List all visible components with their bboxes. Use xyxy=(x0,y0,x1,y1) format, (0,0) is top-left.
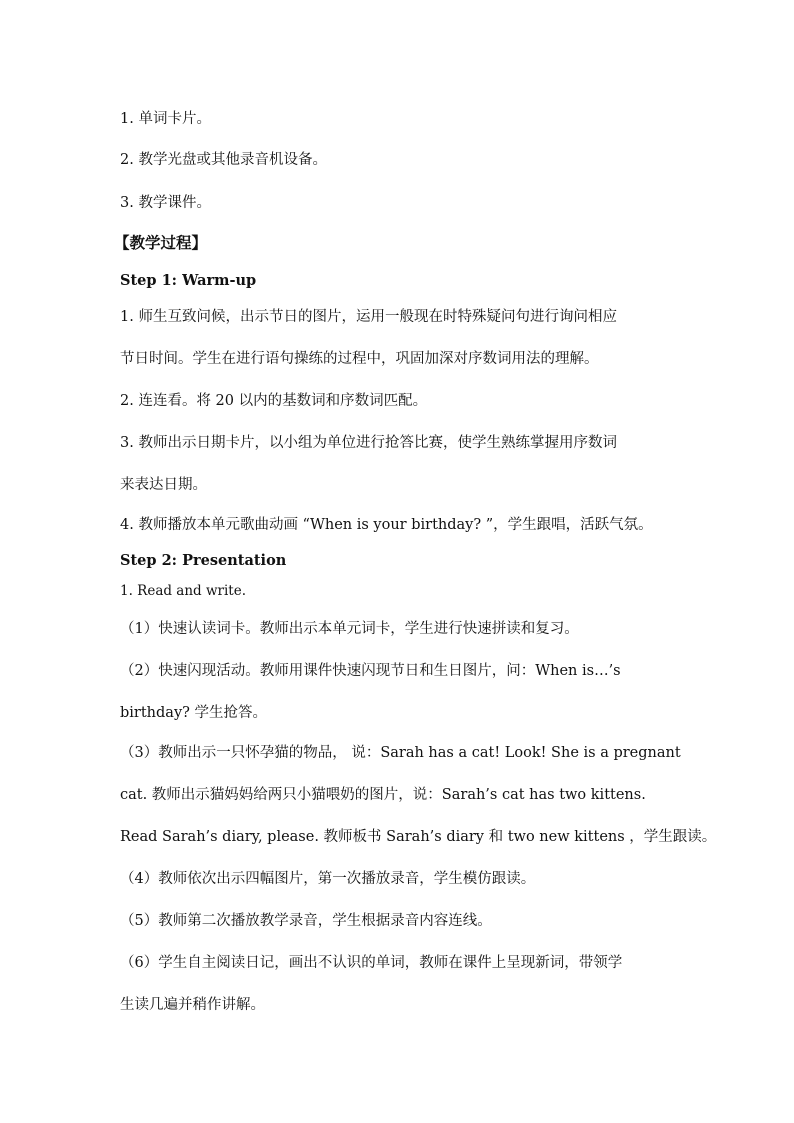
materials-item-1: 1. 单词卡片。 xyxy=(120,111,211,127)
presentation-step-5: （5）教师第二次播放教学录音，学生根据录音内容连线。 xyxy=(120,913,492,929)
warmup-item-3-line-1: 3. 教师出示日期卡片，以小组为单位进行抢答比赛，使学生熟练掌握用序数词 xyxy=(120,435,617,451)
presentation-step-1: （1）快速认读词卡。教师出示本单元词卡，学生进行快速拼读和复习。 xyxy=(120,621,579,637)
presentation-step-2-line-1: （2）快速闪现活动。教师用课件快速闪现节日和生日图片，问：When is…’s xyxy=(120,663,621,679)
materials-item-2: 2. 教学光盘或其他录音机设备。 xyxy=(120,152,327,168)
presentation-step-6-line-2: 生读几遍并稍作讲解。 xyxy=(120,997,265,1013)
warmup-item-4: 4. 教师播放本单元歌曲动画 “When is your birthday? ”，学生跟唱，活跃气氛。 xyxy=(120,517,653,533)
presentation-step-2-line-2: birthday? 学生抢答。 xyxy=(120,705,268,721)
presentation-step-6-line-1: （6）学生自主阅读日记，画出不认识的单词，教师在课件上呈现新词，带领学 xyxy=(120,955,623,971)
presentation-step-3-line-3: Read Sarah’s diary, please. 教师板书 Sarah’s diary 和 two new kittens ，学生跟读。 xyxy=(120,829,717,845)
step-1-heading: Step 1: Warm-up xyxy=(120,272,257,289)
warmup-item-1-line-2: 节日时间。学生在进行语句操练的过程中，巩固加深对序数词用法的理解。 xyxy=(120,351,599,367)
step-2-heading: Step 2: Presentation xyxy=(120,552,287,569)
presentation-step-4: （4）教师依次出示四幅图片，第一次播放录音，学生模仿跟读。 xyxy=(120,871,536,887)
presentation-item-1: 1. Read and write. xyxy=(120,583,247,599)
materials-item-3: 3. 教学课件。 xyxy=(120,195,211,211)
warmup-item-3-line-2: 来表达日期。 xyxy=(120,477,207,493)
presentation-step-3-line-2: cat. 教师出示猫妈妈给两只小猫喂奶的图片，说：Sarah’s cat has two kittens. xyxy=(120,787,646,803)
presentation-step-3-line-1: （3）教师出示一只怀孕猫的物品， 说：Sarah has a cat! Look! She is a pregnant xyxy=(120,745,681,761)
warmup-item-2: 2. 连连看。将 20 以内的基数词和序数词匹配。 xyxy=(120,393,428,409)
section-heading-teaching-process: 【教学过程】 xyxy=(114,233,208,252)
warmup-item-1-line-1: 1. 师生互致问候，出示节日的图片，运用一般现在时特殊疑问句进行询问相应 xyxy=(120,309,617,325)
